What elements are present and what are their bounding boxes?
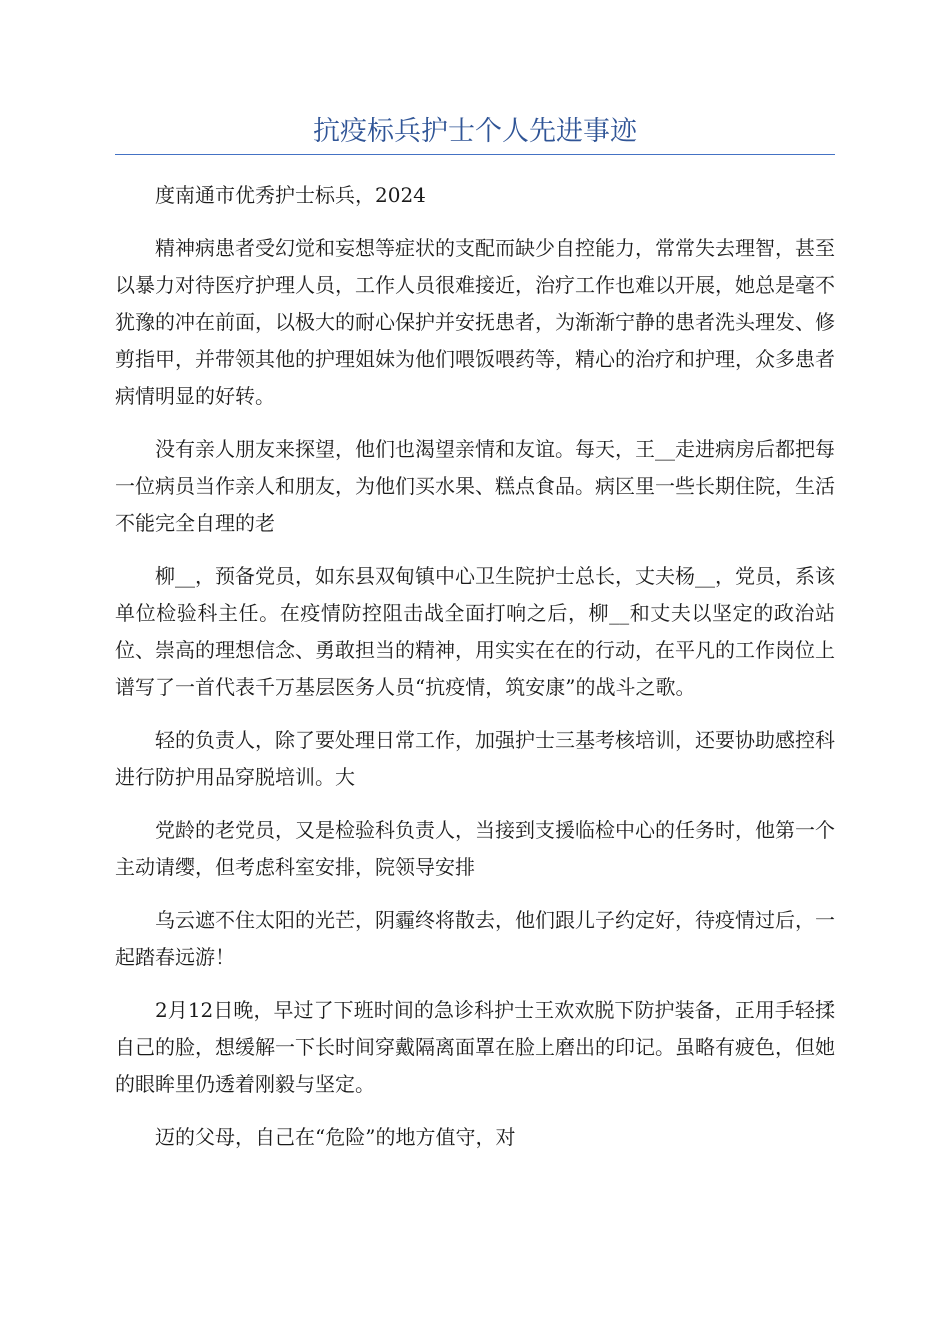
paragraph: 柳__，预备党员，如东县双甸镇中心卫生院护士总长，丈夫杨__，党员，系该单位检验科主任。在疫情防控阻击战全面打响之后，柳__和丈夫以坚定的政治站位、崇高的理想信念、勇敢担当的精神，用实实在在的行动，在平凡的工作岗位上谱写了一首代表千万基层医务人员“抗疫情，筑安康”的战斗之歌。 bbox=[115, 564, 835, 699]
paragraph: 乌云遮不住太阳的光芒，阴霾终将散去，他们跟儿子约定好，待疫情过后，一起踏春远游！ bbox=[115, 908, 835, 969]
document-body bbox=[115, 177, 835, 1172]
paragraph: 迈的父母，自己在“危险”的地方值守，对 bbox=[155, 1125, 516, 1149]
paragraph: 精神病患者受幻觉和妄想等症状的支配而缺少自控能力，常常失去理智，甚至以暴力对待医疗护理人员，工作人员很难接近，治疗工作也难以开展，她总是毫不犹豫的冲在前面，以极大的耐心保护并安抚患者，为渐渐宁静的患者洗头理发、修剪指甲，并带领其他的护理姐妹为他们喂饭喂药等，精心的治疗和护理，众多患者病情明显的好转。 bbox=[115, 236, 835, 408]
paragraph: 党龄的老党员，又是检验科负责人，当接到支援临检中心的任务时，他第一个主动请缨，但考虑科室安排，院领导安排 bbox=[115, 818, 835, 879]
paragraph: 轻的负责人，除了要处理日常工作，加强护士三基考核培训，还要协助感控科进行防护用品穿脱培训。大 bbox=[115, 728, 835, 789]
paragraph: 度南通市优秀护士标兵，2024 bbox=[155, 183, 426, 207]
title-underline bbox=[115, 154, 835, 155]
document-title: 抗疫标兵护士个人先进事迹 bbox=[313, 116, 637, 147]
paragraph: 2月12日晚，早过了下班时间的急诊科护士王欢欢脱下防护装备，正用手轻揉自己的脸，想缓解一下长时间穿戴隔离面罩在脸上磨出的印记。虽略有疲色，但她的眼眸里仍透着刚毅与坚定。 bbox=[115, 998, 835, 1096]
paragraph: 没有亲人朋友来探望，他们也渴望亲情和友谊。每天，王__走进病房后都把每一位病员当作亲人和朋友，为他们买水果、糕点食品。病区里一些长期住院，生活不能完全自理的老 bbox=[115, 437, 835, 535]
